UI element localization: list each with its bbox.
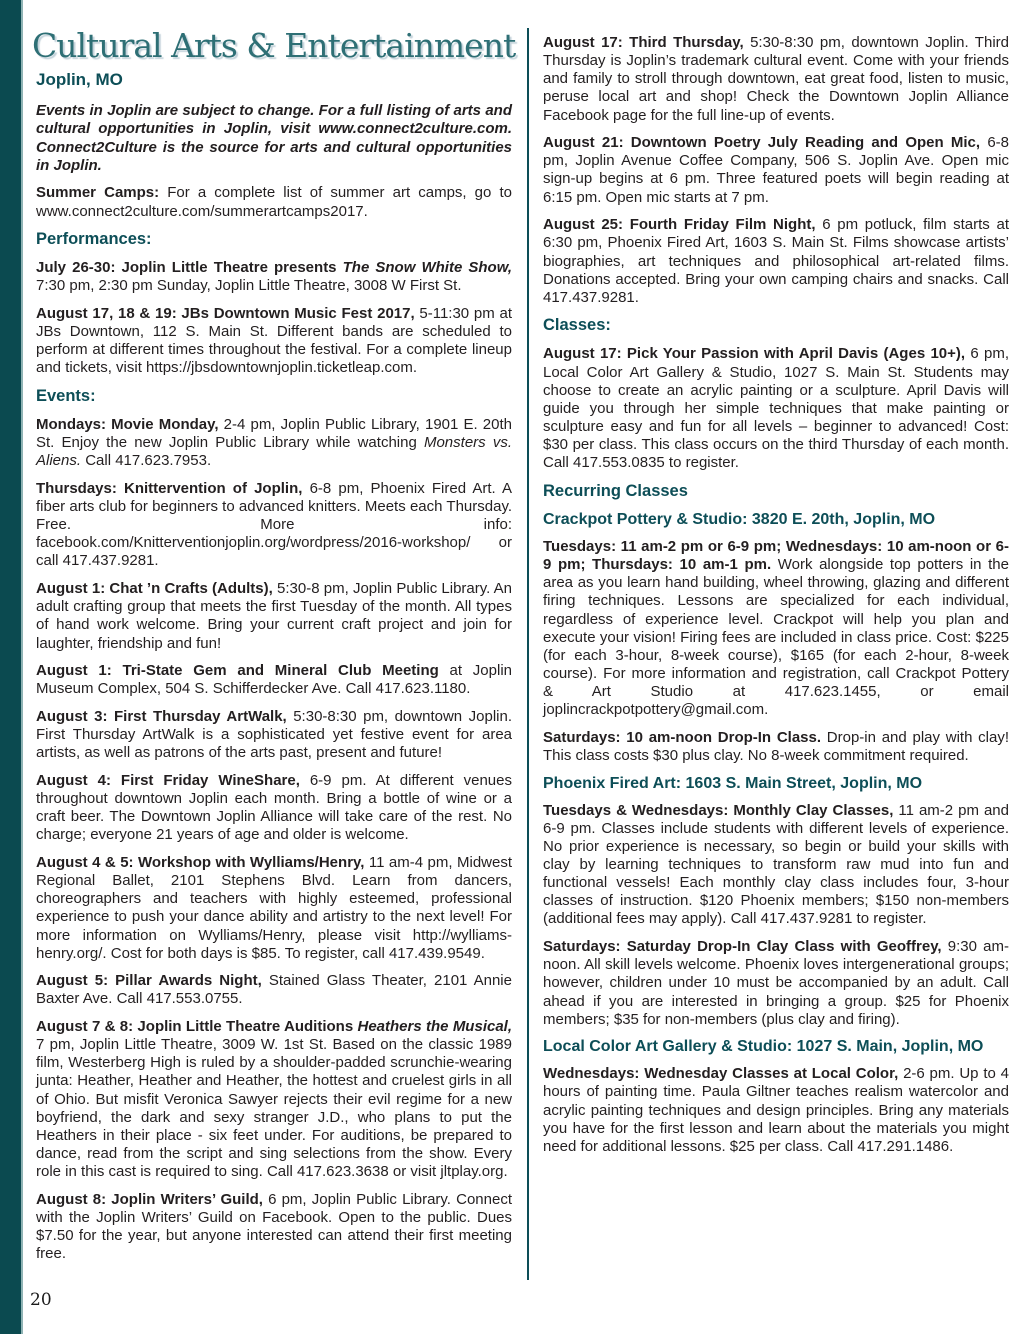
event-paragraph [543,216,1009,307]
text-segment: The Snow White Show, [342,259,512,277]
right-column-blocks [543,34,1009,1156]
event-paragraph [36,662,512,698]
section-heading: Events: [36,386,96,405]
text-segment: 11 am-4 pm, Midwest Regional Ballet, 2101 Stephens Blvd. Learn from dancers, choreographers and teachers with highly esteemed, professional experience to push your dance ability and artistry to the next level! For more information on Wylliams/Henry, please visit http://wylliams-henry.org/. Cost for both days is $85. To register, call 417.439.9549. [36,853,513,962]
text-segment: Saturdays: 10 am-noon Drop-In Class. [543,728,827,746]
text-segment: Saturdays: Saturday Drop-In Clay Class with Geoffrey, [543,938,948,956]
event-paragraph [36,1018,512,1181]
event-paragraph [36,972,512,1008]
text-segment: August 3: First Thursday ArtWalk, [36,707,294,725]
event-paragraph [36,772,512,845]
text-segment: Thursdays: Knittervention of Joplin, [36,479,310,497]
event-paragraph [36,580,512,653]
text-segment: 11 am-2 pm and 6-9 pm. Classes include students with different levels of experience. No prior experience is necessary, so begin or build your skills with clay by learning techniques to transform raw mud into fun and functional vessels! Each monthly clay class includes four, 3-hour classes of instruction. $120 Phoenix members; $150 non-members (additional fees may apply). Call 417.437.9281 to register. [543,801,1009,928]
text-segment: Mondays: Movie Monday, [36,415,224,433]
event-paragraph [36,305,512,378]
event-paragraph [36,480,512,571]
page-title: Cultural Arts & Entertainment [32,26,516,65]
text-segment: 6-8 pm, Phoenix Fired Art. A fiber arts club for beginners to advanced knitters. Meets each Thursday. Free. More info: facebook.com/Knitterventionjoplin.org/wordpress/2016-workshop/ or call 417.437.9281. [36,479,512,570]
two-column-layout [32,26,1014,1280]
text-segment: August 5: Pillar Awards Night, [36,972,269,990]
event-paragraph [36,854,512,963]
venue-heading: Phoenix Fired Art: 1603 S. Main Street, Joplin, MO [543,774,923,792]
page-number: 20 [30,1290,52,1310]
section-heading: Recurring Classes [543,481,688,500]
text-segment: 7:30 pm, 2:30 pm Sunday, Joplin Little Theatre, 3008 W First St. [36,277,462,295]
text-segment: 6 pm, Local Color Art Gallery & Studio, 1027 S. Main St. Students may choose to create an acrylic painting or a sculpture. April Davis will guide you through her simple techniques that make painting or sculpture easy and fun for all levels – beginner to advanced! Cost: $30 per class. This class occurs on the third Thursday of each month. Call 417.553.0835 to register. [543,345,1010,472]
event-paragraph [36,184,512,220]
text-segment: at Joplin Museum Complex, 504 S. Schifferdecker Ave. Call 417.623.1180. [36,662,512,698]
text-segment: August 25: Fourth Friday Film Night, [543,216,823,234]
page-subtitle: Joplin, MO [36,70,123,90]
event-paragraph [543,34,1009,125]
text-segment: 5:30-8:30 pm, downtown Joplin. Third Thursday is Joplin’s trademark cultural event. Come with your friends and family to stroll through downtown, eat great food, listen to music, peruse local art and shop! Check the Downtown Joplin Alliance Facebook page for the full line-up of events. [543,34,1009,124]
text-segment: 2-4 pm, Joplin Public Library, 1901 E. 20th St. Enjoy the new Joplin Public Library while watching [36,415,512,452]
event-paragraph [543,802,1009,929]
text-segment: August 17: Pick Your Passion with April Davis (Ages 10+), [543,345,971,363]
text-segment: Stained Glass Theater, 2101 Annie Baxter Ave. Call 417.553.0755. [36,972,512,1008]
event-paragraph [543,345,1009,472]
event-paragraph [543,729,1009,765]
section-heading: Performances: [36,230,152,249]
text-segment: 2-6 pm. Up to 4 hours of painting time. Paula Giltner teaches realism watercolor and acrylic painting techniques and design principles. Bring any materials you have for the first lesson and learn about the materials you might need for additional lessons. $25 per class. Call 417.291.1486. [543,1065,1009,1155]
text-segment: 6 pm, Joplin Public Library. Connect with the Joplin Writers’ Guild on Facebook. Open to the public. Dues $7.50 for the year, but anyone interested can attend their first meeting free. [36,1190,512,1263]
left-accent-bar [0,0,23,1334]
text-segment: August 17: Third Thursday, [543,34,751,51]
left-column-blocks [36,102,512,1263]
text-segment: Tuesdays & Wednesdays: Monthly Clay Classes, [543,801,899,819]
right-column [543,28,1009,1166]
event-paragraph [36,1191,512,1264]
text-segment: August 7 & 8: Joplin Little Theatre Auditions [36,1018,358,1036]
text-segment: August 21: Downtown Poetry July Reading and Open Mic, [543,134,988,152]
text-segment: 6-8 pm, Joplin Avenue Coffee Company, 506 S. Joplin Ave. Open mic sign-up begins at 6 pm. Three featured poets will begin reading at 6:15 pm. Open mic starts at 7 pm. [543,134,1009,206]
page-body [32,26,1014,1280]
event-paragraph [36,259,512,295]
text-segment: August 1: Chat ’n Crafts (Adults), [36,580,278,598]
text-segment: August 4: First Friday WineShare, [36,771,310,789]
event-paragraph [543,938,1009,1029]
text-segment: Summer Camps: [36,184,168,202]
event-paragraph [36,416,512,470]
column-divider [527,28,529,1280]
text-segment: Work alongside top potters in the area as you learn hand building, wheel throwing, glazing and different firing techniques. Lessons are specialized for each individual, regardless of experience level. Crackpot will help you plan and execute your vision! Firing fees are included in class price. Cost: $225 (for each 3-hour, 8-week course), $165 (for each 2-hour, 8-week course). For more information and registration, call Crackpot Pottery & Art Studio at 417.623.1455, or email joplincrackpotpottery@gmail.com. [543,556,1009,719]
text-segment: Monsters vs. Aliens. [36,434,512,470]
section-heading: Classes: [543,316,611,335]
text-segment: 6-9 pm. At different venues throughout downtown Joplin each month. Bring a bottle of wine or a craft beer. The Downtown Joplin Alliance will take care of the rest. No charge; everyone 21 years of age and older is welcome. [36,771,512,844]
event-paragraph [543,1065,1009,1156]
text-segment: Wednesdays: Wednesday Classes at Local Color, [543,1065,904,1083]
event-paragraph [36,102,512,175]
left-column [32,26,516,1273]
text-segment: For a complete list of summer art camps, go to www.connect2culture.com/summerartcamps2017. [36,184,512,220]
text-segment: 7 pm, Joplin Little Theatre, 3009 W. 1st St. Based on the classic 1989 film, Westerberg High is ruled by a shoulder-padded scrunchie-wearing junta: Heather, Heather and Heather, the hottest and cruelest girls in all of Ohio. But misfit Veronica Sawyer rejects their evil regime for a new boyfriend, the dark and sexy stranger J.D., who plans to put the Heathers in their place - six feet under. For auditions, be prepared to dance, read from the script and sing selections from the show. Every role in this cast is required to sing. Call 417.623.3638 or visit jltplay.org. [36,1036,512,1181]
text-segment: Tuesdays: 11 am-2 pm or 6-9 pm; Wednesdays: 10 am-noon or 6-9 pm; Thursdays: 10 am-1 pm. [543,537,1009,574]
text-segment: August 17, 18 & 19: JBs Downtown Music Fest 2017, [36,304,420,322]
venue-heading: Crackpot Pottery & Studio: 3820 E. 20th, Joplin, MO [543,510,936,528]
text-segment: 6 pm potluck, film starts at 6:30 pm, Phoenix Fired Art, 1603 S. Main St. Films showcase artists’ biographies, art techniques and philosophical art-related films. Donations accepted. Bring your own camping chairs and snacks. Call 417.437.9281. [543,216,1009,306]
text-segment: Events in Joplin are subject to change. For a full listing of arts and cultural opportunities in Joplin, visit www.connect2culture.com. Connect2Culture is the source for arts and cultural opportunities in Joplin. [36,102,512,174]
text-segment: August 1: Tri-State Gem and Mineral Club Meeting [36,662,450,680]
event-paragraph [36,708,512,762]
text-segment: Call 417.623.7953. [81,452,212,470]
text-segment: 9:30 am-noon. All skill levels welcome. Phoenix loves intergenerational groups; however, children under 10 must be accompanied by an adult. Call ahead if you are interested in bringing a group. $25 for Phoenix members; $35 for non-members (plus clay and firing). [543,938,1009,1028]
text-segment: July 26-30: Joplin Little Theatre presents [36,259,343,277]
text-segment: Drop-in and play with clay! This class costs $30 plus clay. No 8-week commitment required. [543,728,1009,764]
venue-heading: Local Color Art Gallery & Studio: 1027 S. Main, Joplin, MO [543,1038,984,1056]
event-paragraph [543,538,1009,719]
text-segment: August 8: Joplin Writers’ Guild, [36,1190,269,1208]
text-segment: Heathers the Musical, [357,1018,512,1036]
event-paragraph [543,134,1009,207]
text-segment: 5:30-8 pm, Joplin Public Library. An adult crafting group that meets the first Tuesday of the month. All types of hand work welcome. Bring your current craft project and join for laughter, friendship and fun! [36,580,513,652]
text-segment: August 4 & 5: Workshop with Wylliams/Henry, [36,853,369,871]
text-segment: 5-11:30 pm at JBs Downtown, 112 S. Main St. Different bands are scheduled to perform at different times throughout the festival. For a complete lineup and tickets, visit https://jbsdowntownjoplin.ticketleap.com. [36,304,512,377]
text-segment: 5:30-8:30 pm, downtown Joplin. First Thursday ArtWalk is a sophisticated yet festive event for area artists, as well as patrons of the arts past, present and future! [36,707,512,762]
